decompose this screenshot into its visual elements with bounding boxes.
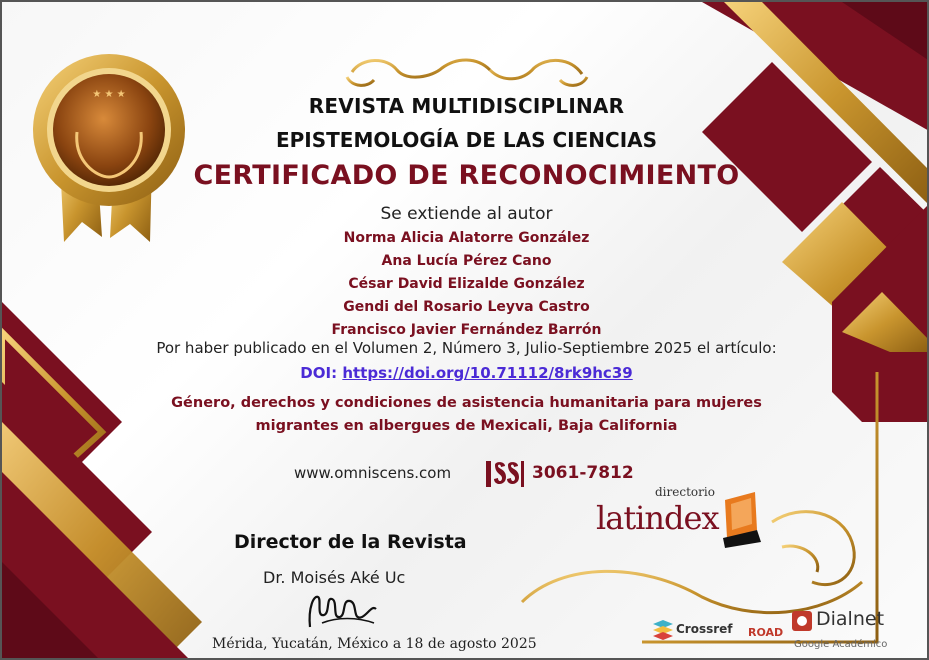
article-title-line2: migrantes en albergues de Mexicali, Baja California: [255, 418, 678, 434]
certificate-title: CERTIFICADO DE RECONOCIMIENTO: [193, 160, 740, 191]
author-name: César David Elizalde González: [348, 276, 585, 292]
director-title: Director de la Revista: [234, 531, 467, 553]
website-link[interactable]: www.omniscens.com: [294, 464, 452, 482]
director-name: Dr. Moisés Aké Uc: [263, 568, 406, 587]
journal-name-line1: REVISTA MULTIDISCIPLINAR: [308, 94, 625, 118]
issn-number: 3061-7812: [532, 463, 634, 483]
latindex-directory-label: directorio: [655, 485, 715, 499]
journal-name-line2: EPISTEMOLOGÍA DE LAS CIENCIAS: [275, 128, 658, 152]
article-title-line1: Género, derechos y condiciones de asistencia humanitaria para mujeres: [171, 395, 762, 411]
author-name: Norma Alicia Alatorre González: [343, 230, 590, 246]
road-logo: ROAD: [748, 626, 784, 639]
svg-text:★ ★ ★: ★ ★ ★: [92, 89, 126, 100]
author-name: Ana Lucía Pérez Cano: [381, 253, 552, 269]
publication-text: Por haber publicado en el Volumen 2, Número 3, Julio-Septiembre 2025 el artículo:: [156, 339, 777, 357]
crossref-logo: Crossref: [676, 622, 733, 636]
latindex-book-icon: [717, 490, 765, 548]
place-date: Mérida, Yucatán, México a 18 de agosto 2025: [212, 636, 537, 652]
dialnet-logo: Dialnet: [816, 608, 885, 630]
author-name: Francisco Javier Fernández Barrón: [331, 322, 602, 338]
author-name: Gendi del Rosario Leyva Castro: [343, 299, 590, 315]
extends-to-text: Se extiende al autor: [380, 204, 553, 224]
doi-line: [2, 364, 929, 382]
google-academico-logo: Google Académico: [794, 639, 888, 650]
crossref-icon: [653, 620, 673, 642]
issn-logo-icon: [485, 459, 525, 489]
doi-link[interactable]: https://doi.org/10.71112/8rk9hc39: [342, 364, 633, 382]
latindex-logo: latindex: [596, 499, 719, 537]
dialnet-icon: [792, 611, 812, 631]
doi-label: DOI:: [300, 364, 338, 382]
signature-icon: [302, 587, 382, 635]
